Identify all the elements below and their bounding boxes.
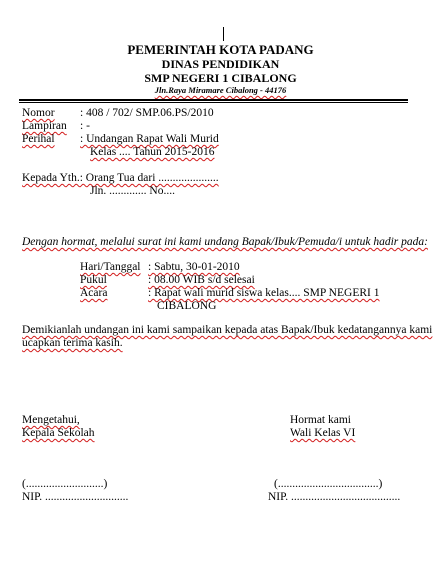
- right-sign-title1: Hormat kami: [290, 414, 351, 426]
- right-sign-title2: Wali Kelas VI: [290, 427, 356, 439]
- left-sign-nip: NIP. .............................: [22, 491, 129, 503]
- nomor-value: : 408 / 702/ SMP.06.PS/2010: [80, 107, 214, 119]
- pukul-value: : 08.00 WIB s/d selesai: [148, 274, 255, 286]
- right-sign-nip: NIP. ......................................: [268, 491, 401, 503]
- hari-value: : Sabtu, 30-01-2010: [148, 261, 240, 273]
- letterhead-address: Jln.Raya Miramare Cibalong - 44176: [154, 85, 287, 95]
- letterhead-department: DINAS PENDIDIKAN: [161, 57, 280, 71]
- recipient-line1: Kepada Yth.: Orang Tua dari .....................: [22, 172, 219, 184]
- pukul-label: Pukul: [80, 274, 107, 286]
- nomor-label: Nomor: [22, 107, 55, 119]
- acara-label: Acara: [80, 287, 108, 299]
- lampiran-label: Lampiran: [22, 120, 67, 132]
- letterhead-government: PEMERINTAH KOTA PADANG: [127, 42, 314, 57]
- left-sign-title1: Mengetahui,: [22, 414, 80, 426]
- opening-paragraph: Dengan hormat, melalui surat ini kami undang Bapak/Ibuk/Pemuda/i untuk hadir pada:: [22, 236, 428, 248]
- closing-line1: Demikianlah undangan ini kami sampaikan kepada atas Bapak/Ibuk kedatangannya kami: [22, 324, 433, 336]
- lampiran-value: : -: [80, 120, 90, 132]
- perihal-value-line2: Kelas .... Tahun 2015-2016: [90, 146, 215, 158]
- right-sign-name: (...................................): [274, 478, 383, 490]
- letterhead-school: SMP NEGERI 1 CIBALONG: [144, 71, 297, 85]
- perihal-value: : Undangan Rapat Wali Murid: [80, 133, 219, 145]
- perihal-label: Perihal: [22, 133, 55, 145]
- text-cursor: [223, 27, 224, 41]
- closing-line2: ucapkan terima kasih.: [22, 337, 123, 349]
- header-rule-thin: [19, 102, 408, 103]
- recipient-line2: Jln. ............. No....: [90, 185, 175, 197]
- letterhead: [0, 42, 441, 96]
- left-sign-title2: Kepala Sekolah: [22, 427, 95, 439]
- acara-value: : Rapat wali murid siswa kelas.... SMP NEGERI 1: [148, 287, 380, 299]
- left-sign-name: (...........................): [22, 478, 108, 490]
- hari-label: Hari/Tanggal: [80, 261, 141, 273]
- header-rule-thick: [19, 99, 408, 101]
- acara-value-line2: CIBALONG: [157, 300, 217, 312]
